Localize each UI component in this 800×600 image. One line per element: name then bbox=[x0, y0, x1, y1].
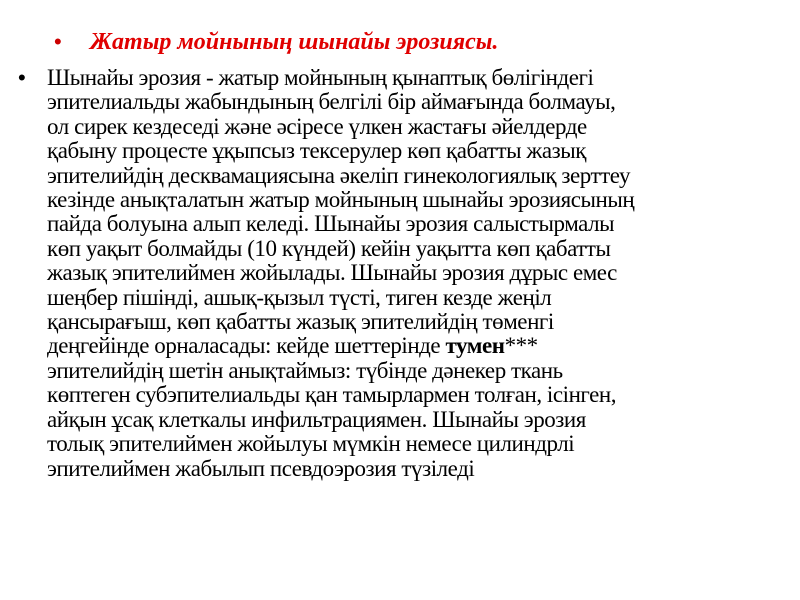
text-segment: *** bbox=[504, 333, 538, 359]
body-text bbox=[47, 66, 634, 481]
text-line: толық эпителиймен жойылуы мүмкін немесе цилиндрлі bbox=[47, 431, 575, 457]
text-line: жазық эпителиймен жойылады. Шынайы эрозия дұрыс емес bbox=[47, 260, 617, 286]
body-bullet: • bbox=[18, 65, 26, 90]
text-line: қабыну процесте ұқыпсыз тексерулер көп қабатты жазық bbox=[47, 138, 586, 164]
text-line: ол сирек кездеседі және әсіресе үлкен жастағы әйелдерде bbox=[47, 113, 587, 139]
text-line: Шынайы эрозия - жатыр мойнының қынаптық бөлігіндегі bbox=[47, 65, 594, 90]
text-line: эпителийдің шетін анықтаймыз: түбінде дәнекер ткань bbox=[47, 357, 563, 383]
text-segment: деңгейінде орналасады: кейде шеттерінде bbox=[47, 333, 446, 359]
title-bullet: • bbox=[54, 29, 62, 54]
text-line: қансырағыш, көп қабатты жазық эпителийдің төменгі bbox=[47, 309, 554, 335]
text-line: эпителиймен жабылып псевдоэрозия түзіледі bbox=[47, 455, 475, 481]
text-line: айқын ұсақ клеткалы инфильтрациямен. Шынайы эрозия bbox=[47, 406, 586, 432]
body-paragraph bbox=[18, 66, 788, 481]
slide-title bbox=[54, 29, 754, 56]
text-line: көптеген субэпителиальды қан тамырлармен толған, ісінген, bbox=[47, 382, 617, 408]
title-text: Жатыр мойнының шынайы эрозиясы. bbox=[90, 29, 499, 55]
text-line: кезінде анықталатын жатыр мойнының шынайы эрозиясының bbox=[47, 187, 635, 213]
text-line-with-bold bbox=[47, 334, 634, 358]
bold-term: тумен bbox=[445, 333, 505, 359]
text-line: шеңбер пішінді, ашық-қызыл түсті, тиген кезде жеңіл bbox=[47, 284, 552, 310]
text-line: көп уақыт болмайды (10 күндей) кейін уақытта көп қабатты bbox=[47, 235, 611, 261]
text-line: эпителиальды жабындының белгілі бір аймағында болмауы, bbox=[47, 89, 616, 115]
text-line: эпителийдің десквамациясына әкеліп гинекологиялық зерттеу bbox=[47, 162, 630, 188]
text-line: пайда болуына алып келеді. Шынайы эрозия салыстырмалы bbox=[47, 211, 615, 237]
